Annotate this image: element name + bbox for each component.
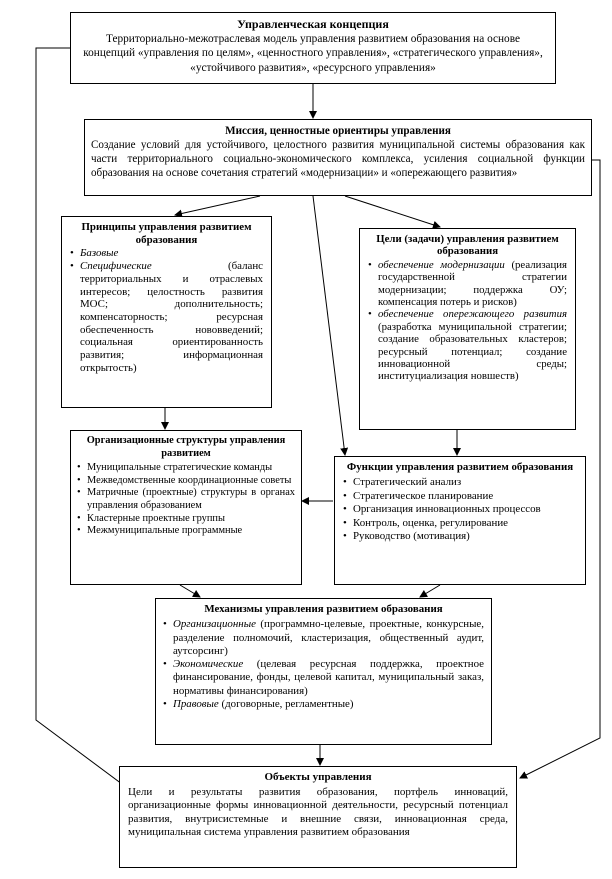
- principles-item-text: (баланс территориальных и отраслевых интересов; целостность развития МОС; дополнительность; компенсаторность; ресурсная обеспеченность нововведений; социальная ориентированность развития; информационная открытость): [80, 260, 263, 374]
- structures-item: [77, 525, 295, 538]
- mechanisms-item: [163, 658, 484, 698]
- mechanisms-item: [163, 698, 484, 711]
- goals-list: [368, 259, 567, 383]
- bullet-icon: •: [163, 698, 167, 711]
- functions-item: [343, 503, 577, 516]
- structures-item-text: Матричные (проектные) структуры в органах управления образованием: [87, 487, 295, 511]
- goals-box: [359, 228, 576, 430]
- mechanisms-item-label: Экономические: [173, 658, 244, 671]
- functions-item-text: Стратегический анализ: [353, 476, 462, 489]
- objects-box: [119, 766, 517, 868]
- goals-item: [368, 308, 567, 382]
- concept-title: Управленческая концепция: [237, 17, 389, 31]
- goals-title: Цели (задачи) управления развитием образования: [376, 233, 559, 258]
- mechanisms-box: [155, 598, 492, 745]
- goals-item: [368, 259, 567, 309]
- bullet-icon: •: [77, 525, 81, 537]
- principles-item-label: Базовые: [80, 247, 119, 260]
- functions-title: Функции управления развитием образования: [346, 461, 574, 473]
- mechanisms-title: Механизмы управления развитием образования: [204, 603, 443, 615]
- structures-item-text: Кластерные проектные группы: [87, 512, 225, 524]
- bullet-icon: •: [368, 308, 372, 321]
- mission-text: Создание условий для устойчивого, целостного развития муниципальной системы образования как части территориального социально-экономического комплекса, усиления социальной функции образования на основе сочетания стратегий «модернизации» и «опережающего развития»: [91, 139, 585, 179]
- bullet-icon: •: [343, 516, 347, 529]
- structures-list: [77, 462, 295, 538]
- structures-title: Организационные структуры управления развитием: [86, 435, 286, 459]
- concept-box: [70, 12, 556, 84]
- principles-item: [70, 260, 263, 374]
- structures-box: [70, 430, 302, 585]
- mechanisms-item-text: (программно-целевые, проектные, конкурсные, разделение полномочий, кластеризация, общественный аудит, аутсорсинг): [173, 618, 484, 657]
- mission-title: Миссия, ценностные ориентиры управления: [225, 125, 451, 137]
- structures-item-text: Муниципальные стратегические команды: [87, 462, 273, 474]
- functions-list: [343, 476, 577, 543]
- structures-item: [77, 462, 295, 475]
- bullet-icon: •: [368, 258, 372, 271]
- bullet-icon: •: [77, 487, 81, 499]
- bullet-icon: •: [343, 489, 347, 502]
- goals-item-label: обеспечение опережающего развития: [378, 308, 567, 321]
- functions-item-text: Стратегическое планирование: [353, 489, 494, 502]
- functions-item-text: Организация инновационных процессов: [353, 503, 541, 516]
- mechanisms-item-label: Правовые: [173, 698, 219, 711]
- objects-title: Объекты управления: [264, 771, 372, 783]
- bullet-icon: •: [77, 512, 81, 524]
- mission-box: [84, 119, 592, 196]
- functions-item: [343, 476, 577, 489]
- functions-item-text: Контроль, оценка, регулирование: [353, 516, 509, 529]
- principles-item-label: Специфические: [80, 260, 152, 273]
- structures-item-text: Межмуниципальные программные: [87, 525, 243, 537]
- bullet-icon: •: [77, 462, 81, 474]
- structures-item: [77, 513, 295, 526]
- functions-item: [343, 517, 577, 530]
- bullet-icon: •: [70, 260, 74, 273]
- mechanisms-list: [163, 618, 484, 711]
- objects-text: Цели и результаты развития образования, портфель инноваций, организационные формы инновационной деятельности, ресурсный потенциал развития, внутрисистемные и внешние связи, инновационная среда, муниципальная система управления развитием образования: [128, 785, 508, 839]
- goals-item-text: (реализация государственной стратегии модернизации; поддержка ОУ; компенсация потерь и рисков): [378, 258, 567, 309]
- structures-item: [77, 487, 295, 512]
- arrow-mission-goals: [345, 196, 440, 227]
- mechanisms-item-text: (договорные, регламентные): [221, 698, 354, 711]
- principles-title: Принципы управления развитием образования: [81, 221, 252, 246]
- functions-box: [334, 456, 586, 585]
- principles-item: [70, 247, 263, 260]
- mechanisms-item: [163, 618, 484, 658]
- bullet-icon: •: [343, 503, 347, 516]
- bullet-icon: •: [77, 474, 81, 486]
- principles-box: [61, 216, 272, 408]
- goals-item-text: (разработка муниципальной стратегии; создание образовательных кластеров; ресурсный потенциал; создание инновационной среды; институциализация новшеств): [378, 320, 567, 383]
- bullet-icon: •: [70, 247, 74, 260]
- arrow-structures-mechanisms: [180, 585, 200, 597]
- concept-text: Территориально-межотраслевая модель управления развитием образования на основе концепций «управления по целям», «ценностного управления», «стратегического управления», «устойчивого развития», «ресурсного управления»: [83, 32, 543, 74]
- structures-item: [77, 475, 295, 488]
- functions-item: [343, 490, 577, 503]
- mechanisms-item-label: Организационные: [173, 618, 256, 631]
- structures-item-text: Межведомственные координационные советы: [87, 474, 292, 486]
- bullet-icon: •: [343, 476, 347, 489]
- goals-item-label: обеспечение модернизации: [378, 258, 505, 271]
- bullet-icon: •: [163, 618, 167, 631]
- functions-item-text: Руководство (мотивация): [353, 530, 470, 543]
- principles-list: [70, 247, 263, 374]
- functions-item: [343, 530, 577, 543]
- bullet-icon: •: [343, 530, 347, 543]
- arrow-functions-mechanisms: [420, 585, 440, 597]
- bullet-icon: •: [163, 658, 167, 671]
- arrow-mission-principles: [175, 196, 260, 215]
- arrow-mission-functions: [313, 196, 345, 455]
- mechanisms-item-text: (целевая ресурсная поддержка, проектное финансирование, фонды, целевой капитал, муниципальный заказ, нормативы финансирования): [173, 658, 484, 697]
